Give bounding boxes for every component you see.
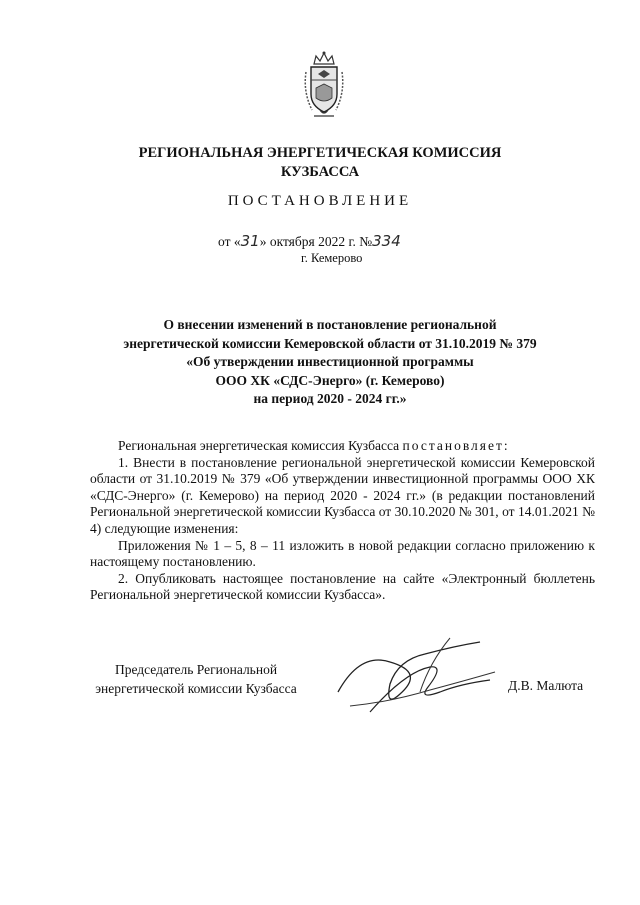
- document-subject: [60, 316, 600, 409]
- handwritten-number: 334: [372, 232, 401, 250]
- signatory-name: Д.В. Малюта: [508, 678, 584, 693]
- handwritten-signature: [330, 632, 500, 717]
- subject-line: «Об утверждении инвестиционной программы: [186, 354, 474, 369]
- organization-title-region: КУЗБАССА: [280, 164, 360, 180]
- position-line: Председатель Региональной: [114, 662, 278, 677]
- handwritten-day: 31: [240, 232, 260, 250]
- signatory-position: [76, 660, 316, 698]
- document-date-line: [218, 232, 401, 250]
- organization-title: РЕГИОНАЛЬНАЯ ЭНЕРГЕТИЧЕСКАЯ КОМИССИЯ: [138, 145, 502, 161]
- subject-line: О внесении изменений в постановление региональной: [163, 317, 497, 332]
- subject-line: энергетической комиссии Кемеровской области от 31.10.2019 № 379: [123, 335, 537, 351]
- item-1-subitem: Приложения № 1 – 5, 8 – 11 изложить в новой редакции согласно приложению к настоящему постановлению.: [90, 537, 595, 570]
- document-type: ПОСТАНОВЛЕНИЕ: [227, 193, 413, 209]
- intro-paragraph: [90, 438, 595, 455]
- date-prefix: от «: [218, 234, 241, 249]
- document-body: [90, 438, 595, 604]
- date-middle: » октября 2022 г. №: [259, 234, 373, 249]
- city: г. Кемерово: [301, 251, 363, 265]
- kuzbass-coat-of-arms-icon: [300, 50, 348, 122]
- item-1: 1. Внести в постановление региональной энергетической комиссии Кемеровской области от 31.10.2019 № 379 «Об утверждении инвестиционной программы ООО ХК «СДС-Энерго» (г. Кемерово) на период 2020 - 2024 гг.» (в редакции постановлений Региональной энергетической комиссии Кузбасса от 30.10.2020 № 301, от 14.01.2021 № 4) следующие изменения:: [90, 454, 595, 536]
- item-2: 2. Опубликовать настоящее постановление на сайте «Электронный бюллетень Региональной энергетической комиссии Кузбасса».: [90, 570, 595, 603]
- subject-line: на период 2020 - 2024 гг.»: [253, 391, 407, 406]
- subject-line: ООО ХК «СДС-Энерго» (г. Кемерово): [215, 372, 445, 388]
- intro-text: Региональная энергетическая комиссия Кузбасса: [118, 438, 400, 453]
- intro-verb: постановляет:: [402, 438, 510, 453]
- position-line: энергетической комиссии Кузбасса: [95, 681, 297, 696]
